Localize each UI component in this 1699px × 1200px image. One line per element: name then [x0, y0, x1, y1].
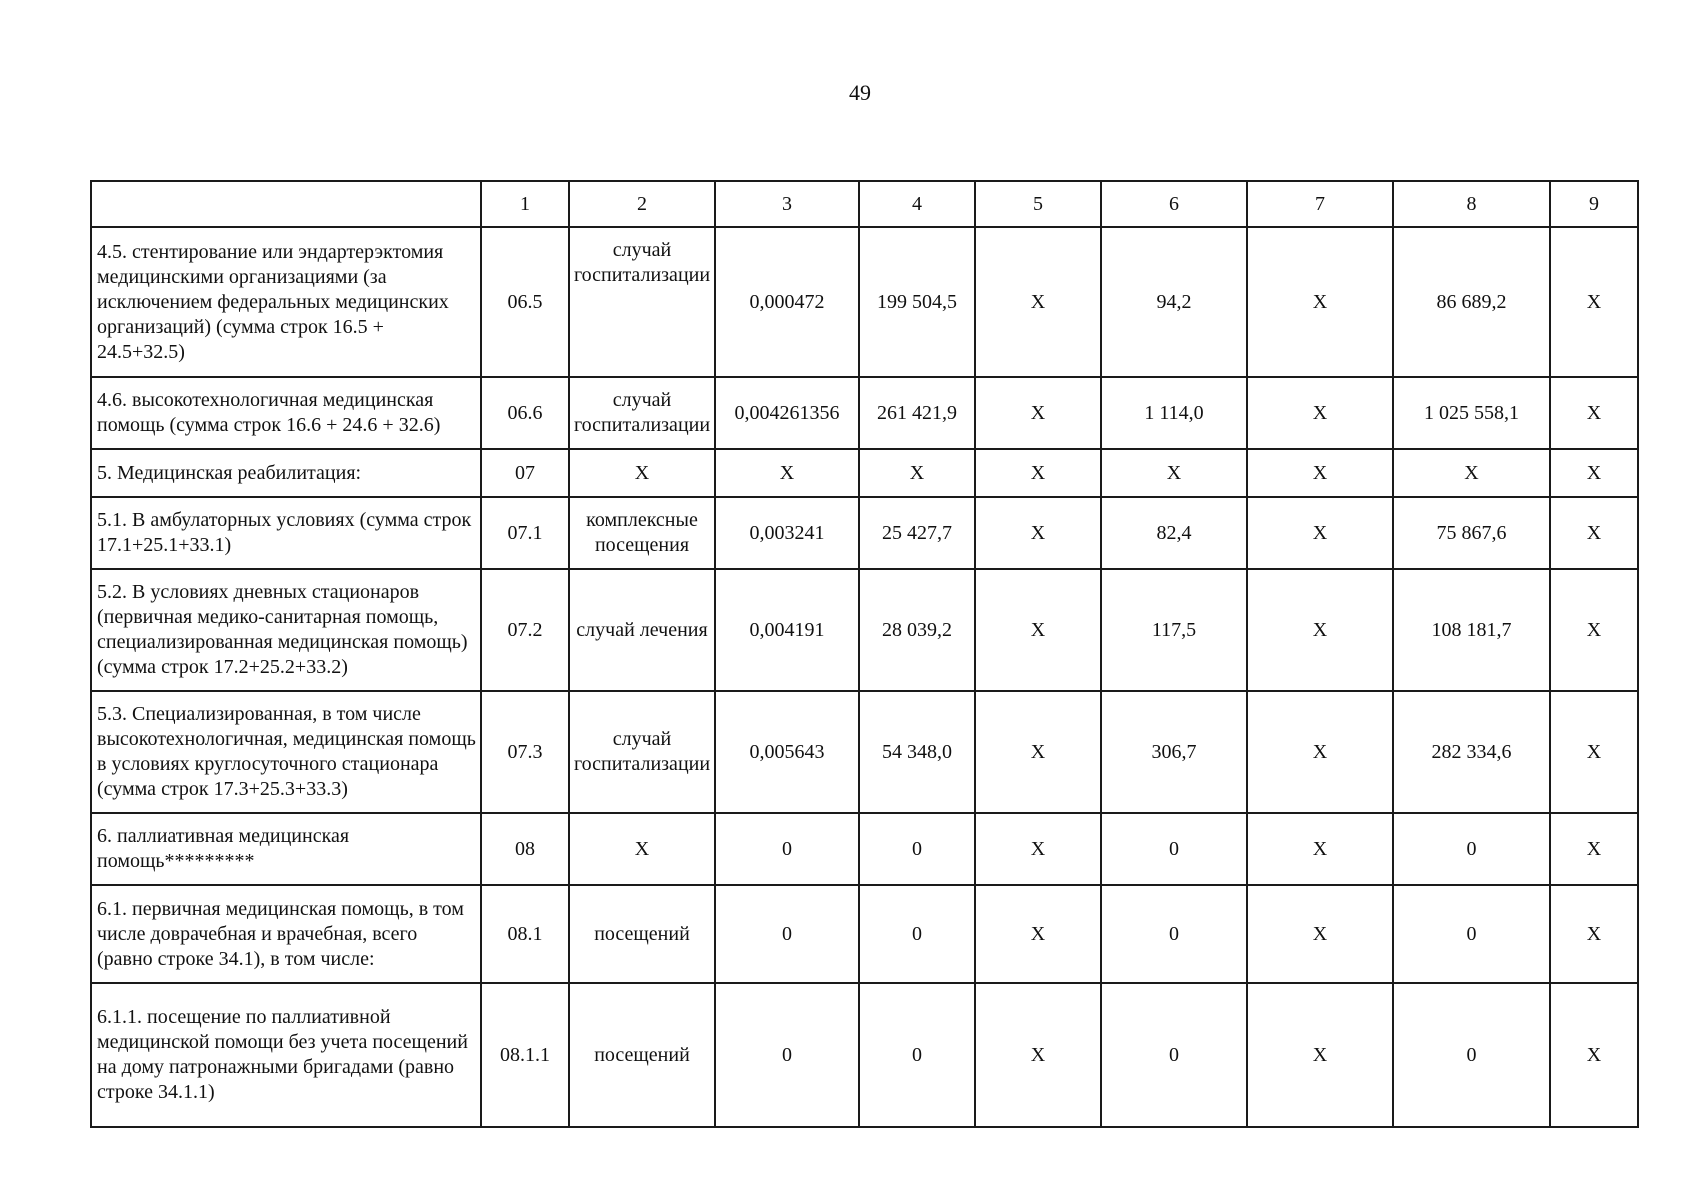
- cell-col6: Х: [1101, 449, 1247, 497]
- row-unit: Х: [569, 813, 715, 885]
- cell-col7: Х: [1247, 885, 1393, 983]
- row-unit: комплексные посещения: [569, 497, 715, 569]
- cell-col3: 0: [715, 885, 859, 983]
- row-unit: посещений: [569, 885, 715, 983]
- cell-col4: Х: [859, 449, 975, 497]
- cell-col6: 306,7: [1101, 691, 1247, 813]
- cell-col8: 75 867,6: [1393, 497, 1550, 569]
- cell-col9: Х: [1550, 983, 1638, 1127]
- cell-col8: 108 181,7: [1393, 569, 1550, 691]
- column-header: 4: [859, 181, 975, 227]
- cell-col3: Х: [715, 449, 859, 497]
- cell-col5: Х: [975, 449, 1101, 497]
- column-header: 2: [569, 181, 715, 227]
- table-row: [91, 227, 1638, 377]
- column-header: [91, 181, 481, 227]
- cell-col9: Х: [1550, 569, 1638, 691]
- column-header: 9: [1550, 181, 1638, 227]
- table-row: [91, 691, 1638, 813]
- column-header: 8: [1393, 181, 1550, 227]
- cell-col4: 25 427,7: [859, 497, 975, 569]
- cell-col5: Х: [975, 983, 1101, 1127]
- row-code: 07.1: [481, 497, 569, 569]
- column-header: 6: [1101, 181, 1247, 227]
- row-code: 06.5: [481, 227, 569, 377]
- row-code: 07: [481, 449, 569, 497]
- row-unit: Х: [569, 449, 715, 497]
- cell-col7: Х: [1247, 813, 1393, 885]
- table-row: [91, 813, 1638, 885]
- cell-col4: 199 504,5: [859, 227, 975, 377]
- table-row: [91, 497, 1638, 569]
- cell-col7: Х: [1247, 377, 1393, 449]
- cell-col5: Х: [975, 497, 1101, 569]
- cell-col8: 86 689,2: [1393, 227, 1550, 377]
- column-header: 1: [481, 181, 569, 227]
- row-unit: посещений: [569, 983, 715, 1127]
- row-unit: случай госпитализации: [569, 377, 715, 449]
- cell-col9: Х: [1550, 449, 1638, 497]
- cell-col3: 0,005643: [715, 691, 859, 813]
- cell-col4: 0: [859, 983, 975, 1127]
- cell-col5: Х: [975, 813, 1101, 885]
- row-name: 4.6. высокотехнологичная медицинская помощь (сумма строк 16.6 + 24.6 + 32.6): [91, 377, 481, 449]
- cell-col3: 0: [715, 813, 859, 885]
- row-code: 08.1.1: [481, 983, 569, 1127]
- row-code: 07.2: [481, 569, 569, 691]
- cell-col5: Х: [975, 885, 1101, 983]
- row-code: 07.3: [481, 691, 569, 813]
- cell-col7: Х: [1247, 691, 1393, 813]
- cell-col6: 94,2: [1101, 227, 1247, 377]
- row-code: 06.6: [481, 377, 569, 449]
- cell-col4: 28 039,2: [859, 569, 975, 691]
- cell-col5: Х: [975, 377, 1101, 449]
- cell-col8: 1 025 558,1: [1393, 377, 1550, 449]
- cell-col6: 117,5: [1101, 569, 1247, 691]
- cell-col6: 1 114,0: [1101, 377, 1247, 449]
- row-name: 6.1.1. посещение по паллиативной медицинской помощи без учета посещений на дому патронажными бригадами (равно строке 34.1.1): [91, 983, 481, 1127]
- cell-col4: 0: [859, 885, 975, 983]
- row-unit: случай лечения: [569, 569, 715, 691]
- cell-col4: 0: [859, 813, 975, 885]
- data-table: [90, 180, 1639, 1128]
- cell-col3: 0,004261356: [715, 377, 859, 449]
- row-name: 5.2. В условиях дневных стационаров (первичная медико-санитарная помощь, специализированная медицинская помощь) (сумма строк 17.2+25.2+33.2): [91, 569, 481, 691]
- cell-col6: 0: [1101, 983, 1247, 1127]
- cell-col7: Х: [1247, 497, 1393, 569]
- cell-col9: Х: [1550, 813, 1638, 885]
- cell-col3: 0,004191: [715, 569, 859, 691]
- row-code: 08: [481, 813, 569, 885]
- table-row: [91, 885, 1638, 983]
- cell-col7: Х: [1247, 227, 1393, 377]
- row-name: 5.1. В амбулаторных условиях (сумма строк 17.1+25.1+33.1): [91, 497, 481, 569]
- cell-col8: Х: [1393, 449, 1550, 497]
- table-row: [91, 983, 1638, 1127]
- cell-col4: 54 348,0: [859, 691, 975, 813]
- cell-col4: 261 421,9: [859, 377, 975, 449]
- row-name: 6. паллиативная медицинская помощь*********: [91, 813, 481, 885]
- row-name: 6.1. первичная медицинская помощь, в том числе доврачебная и врачебная, всего (равно строке 34.1), в том числе:: [91, 885, 481, 983]
- cell-col7: Х: [1247, 569, 1393, 691]
- cell-col6: 0: [1101, 885, 1247, 983]
- row-unit: случай госпитализации: [569, 227, 715, 377]
- cell-col6: 0: [1101, 813, 1247, 885]
- table-row: [91, 569, 1638, 691]
- cell-col3: 0,003241: [715, 497, 859, 569]
- cell-col7: Х: [1247, 983, 1393, 1127]
- cell-col9: Х: [1550, 377, 1638, 449]
- row-name: 5. Медицинская реабилитация:: [91, 449, 481, 497]
- cell-col5: Х: [975, 569, 1101, 691]
- cell-col8: 0: [1393, 885, 1550, 983]
- cell-col8: 0: [1393, 983, 1550, 1127]
- cell-col5: Х: [975, 227, 1101, 377]
- cell-col8: 0: [1393, 813, 1550, 885]
- cell-col6: 82,4: [1101, 497, 1247, 569]
- column-header: 7: [1247, 181, 1393, 227]
- column-header: 3: [715, 181, 859, 227]
- table-row: [91, 449, 1638, 497]
- cell-col7: Х: [1247, 449, 1393, 497]
- row-code: 08.1: [481, 885, 569, 983]
- table-row: [91, 377, 1638, 449]
- row-name: 5.3. Специализированная, в том числе высокотехнологичная, медицинская помощь в условиях круглосуточного стационара (сумма строк 17.3+25.3+33.3): [91, 691, 481, 813]
- cell-col9: Х: [1550, 691, 1638, 813]
- cell-col9: Х: [1550, 885, 1638, 983]
- cell-col8: 282 334,6: [1393, 691, 1550, 813]
- page-number: 49: [849, 80, 871, 105]
- cell-col3: 0: [715, 983, 859, 1127]
- column-number-row: [91, 181, 1638, 227]
- row-name: 4.5. стентирование или эндартерэктомия медицинскими организациями (за исключением федеральных медицинских организаций) (сумма строк 16.5 + 24.5+32.5): [91, 227, 481, 377]
- row-unit: случай госпитализации: [569, 691, 715, 813]
- cell-col3: 0,000472: [715, 227, 859, 377]
- column-header: 5: [975, 181, 1101, 227]
- cell-col9: Х: [1550, 227, 1638, 377]
- cell-col5: Х: [975, 691, 1101, 813]
- cell-col9: Х: [1550, 497, 1638, 569]
